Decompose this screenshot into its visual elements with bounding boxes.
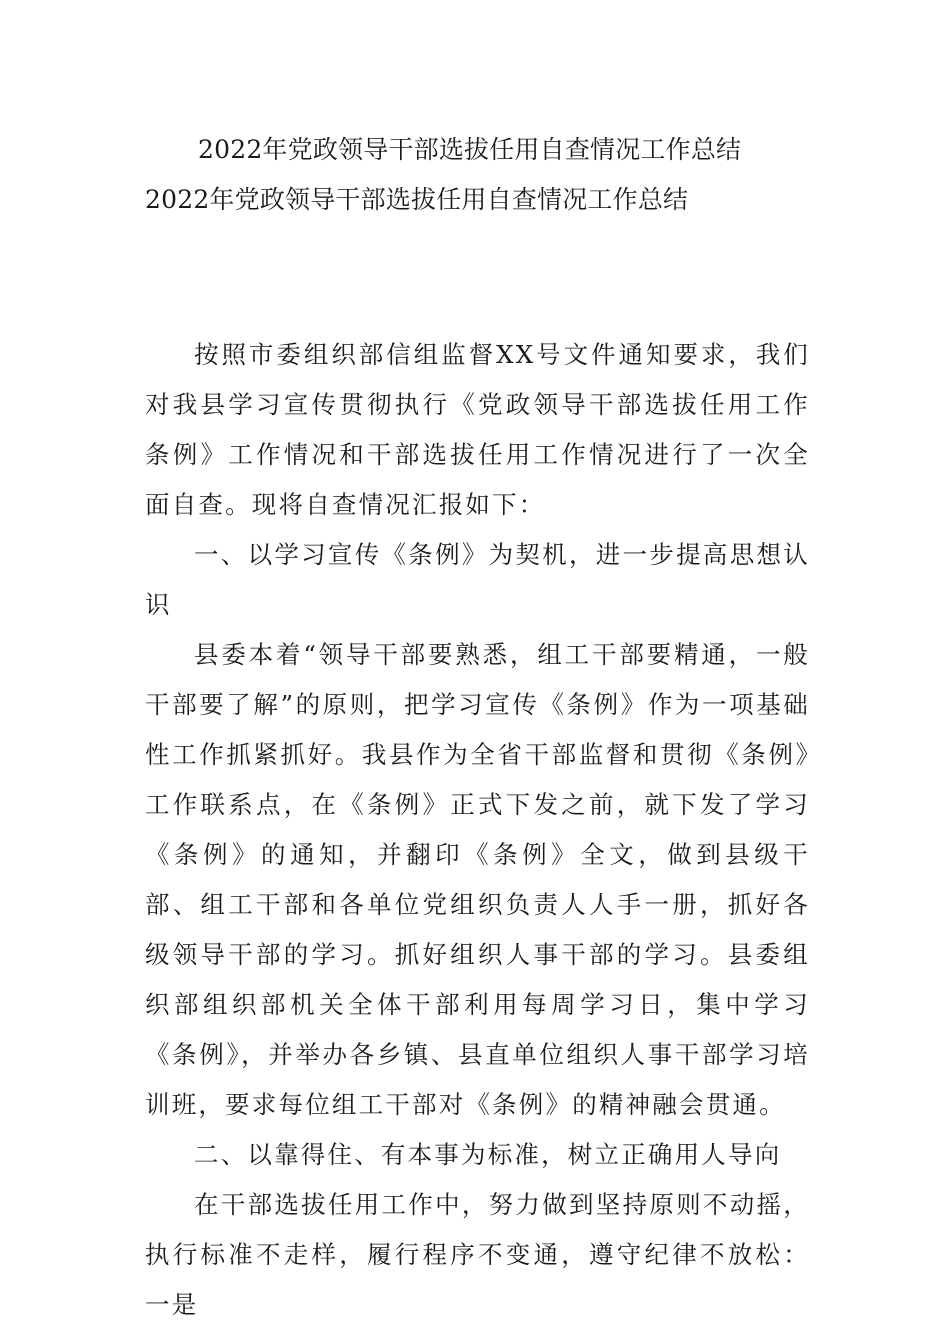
document-body <box>145 330 810 1330</box>
paragraph-section-1: 县委本着“领导干部要熟悉，组工干部要精通，一般干部要了解”的原则，把学习宣传《条例》作为一项基础性工作抓紧抓好。我县作为全省干部监督和贯彻《条例》工作联系点，在《条例》正式下发之前，就下发了学习《条例》的通知，并翻印《条例》全文，做到县级干部、组工干部和各单位党组织负责人人手一册，抓好各级领导干部的学习。抓好组织人事干部的学习。县委组织部组织部机关全体干部利用每周学习日，集中学习《条例》，并举办各乡镇、县直单位组织人事干部学习培训班，要求每位组工干部对《条例》的精神融会贯通。 <box>145 640 810 1119</box>
document-subtitle: 2022年党政领导干部选拔任用自查情况工作总结 <box>145 185 689 214</box>
paragraph-section-2: 在干部选拔任用工作中，努力做到坚持原则不动摇，执行标准不走样，履行程序不变通，遵守纪律不放松：一是 <box>145 1190 810 1319</box>
section-heading-1: 一、以学习宣传《条例》为契机，进一步提高思想认识 <box>145 540 810 619</box>
document-title: 2022年党政领导干部选拔任用自查情况工作总结 <box>198 135 742 164</box>
section-heading-2: 二、以靠得住、有本事为标准，树立正确用人导向 <box>194 1140 782 1169</box>
paragraph-intro: 按照市委组织部信组监督XX号文件通知要求，我们对我县学习宣传贯彻执行《党政领导干部选拔任用工作条例》工作情况和干部选拔任用工作情况进行了一次全面自查。现将自查情况汇报如下： <box>145 340 810 519</box>
